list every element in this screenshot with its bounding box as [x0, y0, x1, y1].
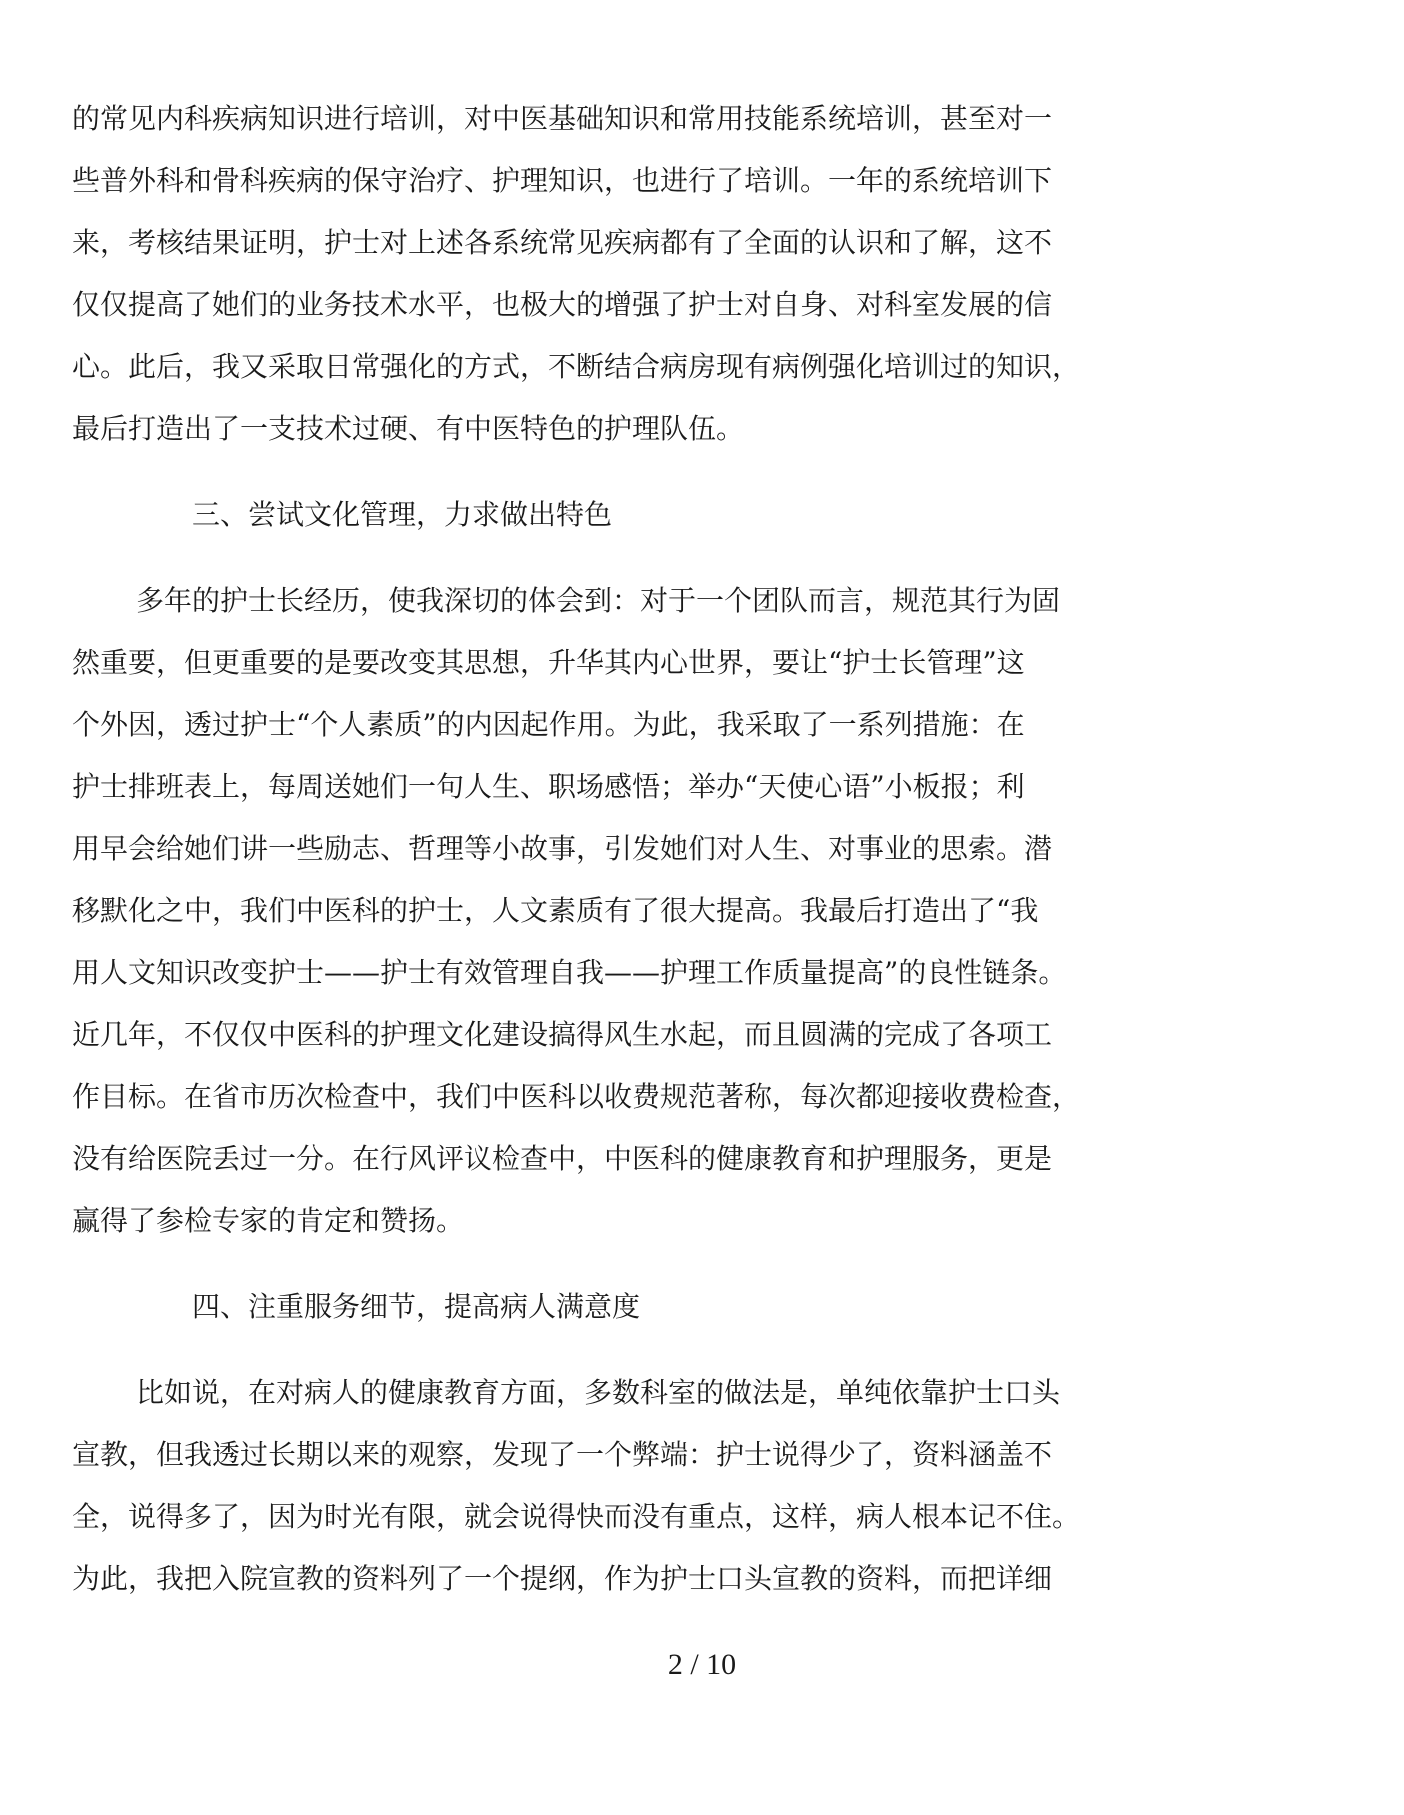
text-line: 全，说得多了，因为时光有限，就会说得快而没有重点，这样，病人根本记不住。: [72, 1500, 1081, 1533]
text-line: 用人文知识改变护士——护士有效管理自我——护理工作质量提高”的良性链条。: [72, 956, 1067, 989]
text-line: 没有给医院丢过一分。在行风评议检查中，中医科的健康教育和护理服务，更是: [72, 1142, 1053, 1175]
text-line: 来，考核结果证明，护士对上述各系统常见疾病都有了全面的认识和了解，这不: [72, 226, 1053, 259]
text-line: 宣教，但我透过长期以来的观察，发现了一个弊端：护士说得少了，资料涵盖不: [72, 1438, 1053, 1471]
text-line: 些普外科和骨科疾病的保守治疗、护理知识，也进行了培训。一年的系统培训下: [72, 164, 1053, 197]
text-line: 用早会给她们讲一些励志、哲理等小故事，引发她们对人生、对事业的思索。潜: [72, 832, 1053, 865]
text-line: 个外因，透过护士“个人素质”的内因起作用。为此，我采取了一系列措施：在: [72, 708, 1025, 741]
section-heading-service: 四、注重服务细节，提高病人满意度: [192, 1290, 641, 1323]
text-line: 心。此后，我又采取日常强化的方式，不断结合病房现有病例强化培训过的知识，: [72, 350, 1081, 383]
text-line: 最后打造出了一支技术过硬、有中医特色的护理队伍。: [72, 412, 745, 445]
text-line: 近几年，不仅仅中医科的护理文化建设搞得风生水起，而且圆满的完成了各项工: [72, 1018, 1053, 1051]
page-number: 2 / 10: [667, 1648, 737, 1681]
text-line: 为此，我把入院宣教的资料列了一个提纲，作为护士口头宣教的资料，而把详细: [72, 1562, 1053, 1595]
paragraph-culture: [72, 570, 1232, 1252]
document-body: [72, 88, 1232, 1610]
text-line: 作目标。在省市历次检查中，我们中医科以收费规范著称，每次都迎接收费检查，: [72, 1080, 1081, 1113]
text-line: 赢得了参检专家的肯定和赞扬。: [72, 1204, 465, 1237]
text-line: 的常见内科疾病知识进行培训，对中医基础知识和常用技能系统培训，甚至对一: [72, 102, 1053, 135]
paragraph-service: [72, 1362, 1232, 1610]
section-heading-culture: 三、尝试文化管理，力求做出特色: [192, 498, 613, 531]
text-line: 比如说，在对病人的健康教育方面，多数科室的做法是，单纯依靠护士口头: [136, 1376, 1061, 1409]
text-line: 多年的护士长经历，使我深切的体会到：对于一个团队而言，规范其行为固: [136, 584, 1061, 617]
text-line: 然重要，但更重要的是要改变其思想，升华其内心世界，要让“护士长管理”这: [72, 646, 1025, 679]
text-line: 仅仅提高了她们的业务技术水平，也极大的增强了护士对自身、对科室发展的信: [72, 288, 1053, 321]
text-line: 移默化之中，我们中医科的护士，人文素质有了很大提高。我最后打造出了“我: [72, 894, 1039, 927]
text-line: 护士排班表上，每周送她们一句人生、职场感悟；举办“天使心语”小板报；利: [72, 770, 1025, 803]
paragraph-training: [72, 88, 1232, 460]
